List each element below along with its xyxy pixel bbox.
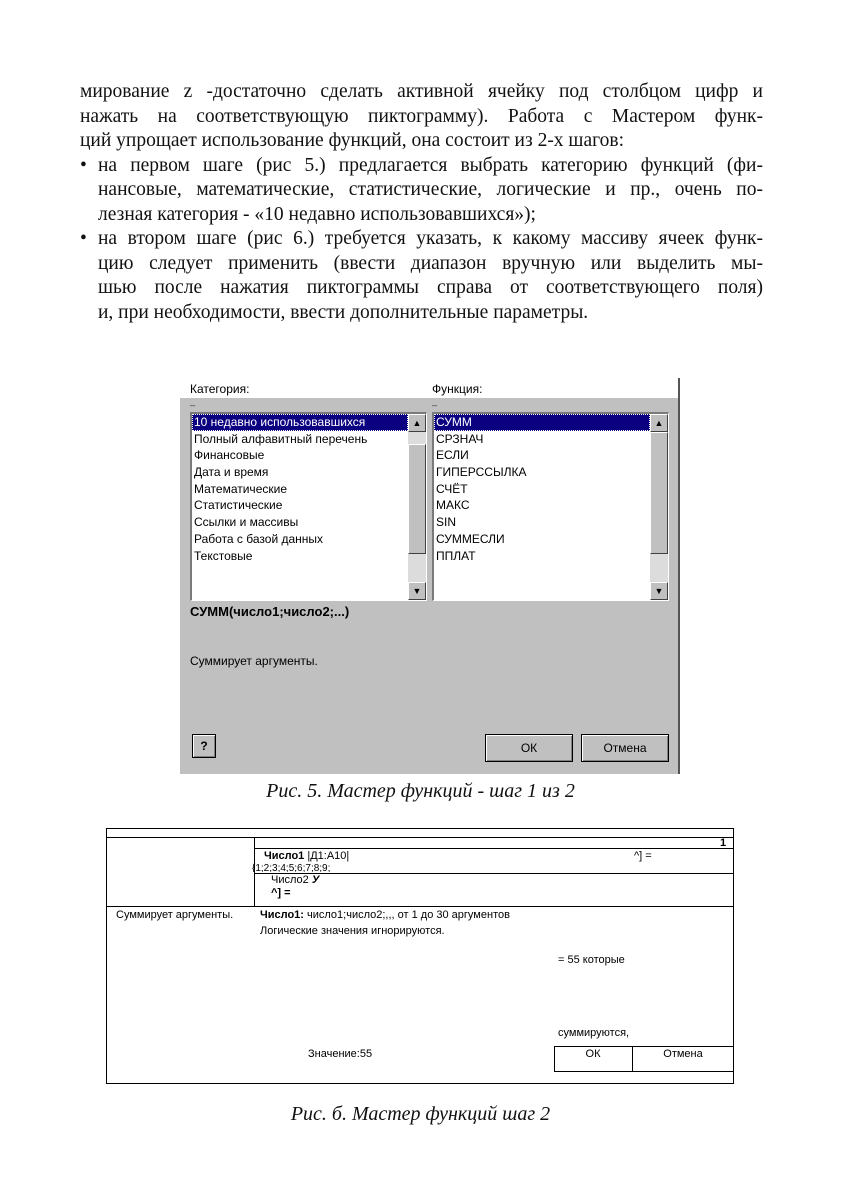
- function-item[interactable]: ППЛАТ: [436, 548, 476, 563]
- bullet-icon: •: [80, 228, 87, 249]
- category-item[interactable]: Полный алфавитный перечень: [194, 431, 368, 446]
- figure-6-caption: Рис. б. Мастер функций шаг 2: [290, 1103, 551, 1125]
- number2-result: ^] =: [271, 887, 291, 899]
- scroll-up-arrow-icon[interactable]: ▲: [408, 414, 426, 432]
- frame-line: [254, 837, 255, 907]
- frame-line: [254, 848, 734, 849]
- body-line: нажать на соответствующую пиктограмму). Работа с Мастером функ-: [80, 105, 763, 127]
- argument-help-label: Число1:: [260, 909, 304, 921]
- ok-button[interactable]: ОК: [585, 1048, 601, 1060]
- bullet-item-step1: [80, 154, 763, 228]
- summed-text: суммируются,: [558, 1027, 630, 1039]
- cancel-button[interactable]: Отмена: [663, 1048, 703, 1060]
- number2-label: Число2: [271, 874, 309, 886]
- bullet-line: и, при необходимости, ввести дополнительные параметры.: [98, 301, 589, 323]
- number1-result: ^] =: [634, 850, 652, 862]
- function-scrollbar[interactable]: [650, 414, 668, 600]
- scroll-down-arrow-icon[interactable]: ▼: [408, 582, 426, 600]
- ok-button[interactable]: ОК: [485, 734, 573, 762]
- function-wizard-dialog: [180, 378, 680, 774]
- function-label: Функция:: [432, 382, 483, 396]
- function-marker: _: [432, 396, 439, 406]
- frame-line: [106, 828, 107, 1084]
- function-item[interactable]: ЕСЛИ: [436, 448, 469, 463]
- number1-row: [264, 850, 349, 862]
- bullet-line: цию следует применить (ввести диапазон вручную или выделить мы-: [98, 252, 763, 274]
- value-text: Значение:55: [308, 1048, 373, 1060]
- category-item[interactable]: Текстовые: [194, 548, 253, 563]
- cancel-button[interactable]: Отмена: [581, 734, 669, 762]
- category-scrollbar[interactable]: [408, 414, 426, 600]
- argument-help-text: число1;число2;,,, от 1 до 30 аргументов: [307, 909, 510, 921]
- function-item[interactable]: SIN: [436, 515, 457, 530]
- argument-help-line2: Логические значения игнорируются.: [260, 925, 445, 937]
- frame-line: [106, 1083, 734, 1084]
- function-item[interactable]: СУММЕСЛИ: [436, 531, 505, 546]
- help-button[interactable]: [192, 734, 216, 758]
- category-item[interactable]: Математические: [194, 481, 287, 496]
- function-item[interactable]: СРЗНАЧ: [436, 431, 484, 446]
- function-item[interactable]: МАКС: [436, 498, 470, 513]
- category-marker: _: [190, 396, 197, 406]
- bullet-item-step2: [80, 227, 763, 325]
- category-listbox[interactable]: [190, 412, 427, 601]
- number1-label: Число1: [264, 850, 305, 862]
- bullet-line: лезная категория - «10 недавно использовавшихся»);: [98, 203, 536, 225]
- frame-line: [106, 906, 734, 907]
- scroll-up-arrow-icon[interactable]: ▲: [650, 414, 668, 432]
- number1-range-field[interactable]: |Д1:А10|: [307, 850, 350, 862]
- scroll-down-arrow-icon[interactable]: ▼: [650, 582, 668, 600]
- argument-help: [260, 909, 510, 921]
- function-arguments-dialog: [106, 828, 734, 1084]
- bullet-line: на первом шаге (рис 5.) предлагается выбрать категорию функций (фи-: [98, 154, 763, 176]
- help-icon: ?: [200, 739, 208, 753]
- category-label: Категория:: [190, 382, 250, 396]
- corner-mark: 1: [720, 837, 727, 849]
- body-line: ций упрощает использование функций, она состоит из 2-х шагов:: [80, 130, 624, 151]
- bullet-line: нансовые, математические, статистические, логические и пр., очень по-: [98, 179, 763, 200]
- category-item[interactable]: Работа с базой данных: [194, 531, 324, 546]
- scroll-thumb[interactable]: [408, 444, 426, 554]
- number2-row: [271, 874, 319, 886]
- bullet-icon: •: [80, 154, 87, 176]
- dialog-top-strip: [180, 378, 678, 398]
- function-description: Суммирует аргументы.: [190, 654, 318, 668]
- body-line: мирование z -достаточно сделать активной ячейку под столбцом цифр и: [80, 81, 763, 102]
- body-text: [80, 80, 763, 325]
- category-item[interactable]: Дата и время: [194, 465, 269, 480]
- figure-5-caption: Рис. 5. Мастер функций - шаг 1 из 2: [266, 780, 575, 802]
- frame-line: [106, 837, 734, 838]
- number2-field[interactable]: У: [311, 874, 320, 886]
- summary-description: Суммирует аргументы.: [116, 909, 234, 921]
- result-text: = 55 которые: [558, 954, 625, 966]
- bullet-line: шью после нажатия пиктограммы справа от соответствующего поля): [98, 277, 763, 298]
- function-item[interactable]: СУММ: [434, 414, 650, 431]
- category-item[interactable]: 10 недавно использовавшихся: [192, 414, 408, 431]
- bullet-line: на втором шаге (рис 6.) требуется указать, к какому массиву ячеек функ-: [98, 228, 763, 249]
- function-item[interactable]: СЧЁТ: [436, 481, 468, 496]
- dialog-right-edge: [678, 378, 680, 774]
- category-item[interactable]: Ссылки и массивы: [194, 515, 299, 530]
- scroll-thumb[interactable]: [650, 432, 668, 554]
- frame-line: [554, 1046, 734, 1047]
- function-syntax: СУММ(число1;число2;...): [190, 604, 350, 619]
- frame-line: [554, 1071, 734, 1072]
- function-listbox[interactable]: [432, 412, 669, 601]
- number1-values: {1;2;3;4;5;6;7;8;9;: [252, 863, 331, 872]
- category-item[interactable]: Финансовые: [194, 448, 265, 463]
- function-item[interactable]: ГИПЕРССЫЛКА: [436, 465, 527, 480]
- frame-line: [254, 873, 734, 874]
- category-item[interactable]: Статистические: [194, 498, 283, 513]
- frame-line: [106, 828, 734, 829]
